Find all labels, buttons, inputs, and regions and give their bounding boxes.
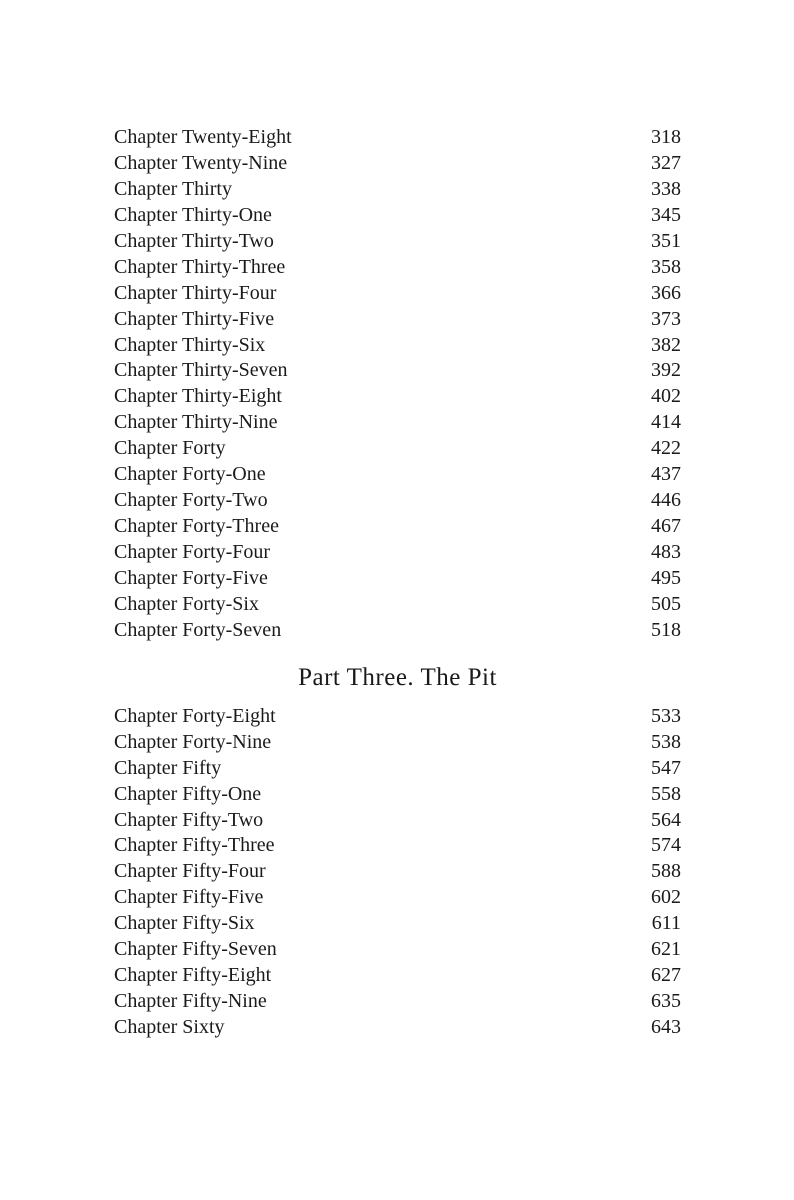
page-number: 547 [651, 756, 681, 779]
page-number: 358 [651, 255, 681, 278]
page-number: 533 [651, 704, 681, 727]
chapter-title: Chapter Thirty-Seven [114, 359, 288, 382]
toc-entry[interactable] [114, 488, 681, 514]
toc-entry[interactable] [114, 704, 681, 730]
chapter-title: Chapter Fifty-One [114, 782, 262, 805]
toc-entry[interactable] [114, 566, 681, 592]
toc-entry[interactable] [114, 730, 681, 756]
page-number: 588 [651, 860, 681, 883]
page-number: 635 [651, 990, 681, 1013]
chapter-title: Chapter Thirty-One [114, 203, 272, 226]
toc-entry[interactable] [114, 989, 681, 1015]
toc-entry[interactable] [114, 436, 681, 462]
chapter-title: Chapter Fifty [114, 756, 222, 779]
toc-entry[interactable] [114, 1015, 681, 1041]
toc-entry[interactable] [114, 833, 681, 859]
chapter-title: Chapter Thirty-Nine [114, 411, 278, 434]
chapter-title: Chapter Thirty-Five [114, 307, 275, 330]
page-number: 437 [651, 463, 681, 486]
toc-entry[interactable] [114, 281, 681, 307]
toc-entry[interactable] [114, 963, 681, 989]
toc-entry[interactable] [114, 462, 681, 488]
table-of-contents [114, 125, 681, 1041]
chapter-title: Chapter Forty-Two [114, 489, 268, 512]
chapter-title: Chapter Fifty-Two [114, 808, 264, 831]
page-number: 373 [651, 307, 681, 330]
toc-list-part-three [114, 704, 681, 1041]
chapter-title: Chapter Twenty-Eight [114, 126, 292, 148]
chapter-title: Chapter Fifty-Seven [114, 938, 277, 961]
chapter-title: Chapter Forty-Eight [114, 704, 276, 727]
page-number: 351 [651, 229, 681, 252]
page-number: 382 [651, 333, 681, 356]
chapter-title: Chapter Forty-Five [114, 566, 268, 589]
page-number: 602 [651, 886, 681, 909]
page-number: 345 [651, 203, 681, 226]
toc-entry[interactable] [114, 618, 681, 644]
chapter-title: Chapter Fifty-Four [114, 860, 266, 883]
chapter-title: Chapter Thirty-Six [114, 333, 266, 356]
chapter-title: Chapter Fifty-Five [114, 886, 264, 909]
page-number: 327 [651, 151, 681, 174]
page-number: 621 [651, 938, 681, 961]
page-number: 338 [651, 177, 681, 200]
page-number: 627 [651, 964, 681, 987]
chapter-title: Chapter Forty-One [114, 463, 266, 486]
page-number: 414 [651, 411, 681, 434]
chapter-title: Chapter Forty-Seven [114, 618, 282, 641]
page-number: 505 [651, 592, 681, 615]
toc-entry[interactable] [114, 307, 681, 333]
toc-entry[interactable] [114, 592, 681, 618]
toc-entry[interactable] [114, 885, 681, 911]
page-number: 318 [651, 126, 681, 148]
page-number: 574 [651, 834, 681, 857]
toc-entry[interactable] [114, 333, 681, 359]
chapter-title: Chapter Fifty-Six [114, 912, 255, 935]
page-number: 643 [651, 1016, 681, 1038]
chapter-title: Chapter Forty-Six [114, 592, 259, 615]
chapter-title: Chapter Forty-Four [114, 541, 271, 563]
page-number: 483 [651, 541, 681, 563]
toc-entry[interactable] [114, 384, 681, 410]
toc-entry[interactable] [114, 255, 681, 281]
toc-list-part-two [114, 125, 681, 644]
toc-entry[interactable] [114, 229, 681, 255]
page-number: 518 [651, 618, 681, 641]
toc-entry[interactable] [114, 125, 681, 151]
page-number: 467 [651, 515, 681, 538]
toc-entry[interactable] [114, 911, 681, 937]
toc-entry[interactable] [114, 203, 681, 229]
toc-entry[interactable] [114, 859, 681, 885]
page-number: 495 [651, 566, 681, 589]
chapter-title: Chapter Thirty [114, 177, 232, 200]
toc-entry[interactable] [114, 177, 681, 203]
chapter-title: Chapter Twenty-Nine [114, 151, 288, 174]
toc-entry[interactable] [114, 540, 681, 566]
chapter-title: Chapter Thirty-Three [114, 255, 286, 278]
chapter-title: Chapter Thirty-Eight [114, 385, 282, 408]
part-heading: Part Three. The Pit [298, 663, 497, 691]
chapter-title: Chapter Sixty [114, 1016, 225, 1038]
chapter-title: Chapter Thirty-Four [114, 281, 277, 304]
toc-entry[interactable] [114, 808, 681, 834]
page-number: 564 [651, 808, 681, 831]
page-number: 446 [651, 489, 681, 512]
page-number: 366 [651, 281, 681, 304]
chapter-title: Chapter Fifty-Nine [114, 990, 267, 1013]
toc-entry[interactable] [114, 410, 681, 436]
chapter-title: Chapter Fifty-Three [114, 834, 275, 857]
toc-entry[interactable] [114, 514, 681, 540]
toc-entry[interactable] [114, 782, 681, 808]
page-number: 538 [651, 730, 681, 753]
chapter-title: Chapter Fifty-Eight [114, 964, 272, 987]
toc-entry[interactable] [114, 756, 681, 782]
toc-entry[interactable] [114, 358, 681, 384]
page-number: 392 [651, 359, 681, 382]
chapter-title: Chapter Forty [114, 437, 226, 460]
chapter-title: Chapter Thirty-Two [114, 229, 274, 252]
page-number: 402 [651, 385, 681, 408]
page-number: 422 [651, 437, 681, 460]
chapter-title: Chapter Forty-Three [114, 515, 279, 538]
toc-entry[interactable] [114, 151, 681, 177]
toc-entry[interactable] [114, 937, 681, 963]
page-number: 558 [651, 782, 681, 805]
chapter-title: Chapter Forty-Nine [114, 730, 272, 753]
page-number: 611 [651, 912, 681, 935]
